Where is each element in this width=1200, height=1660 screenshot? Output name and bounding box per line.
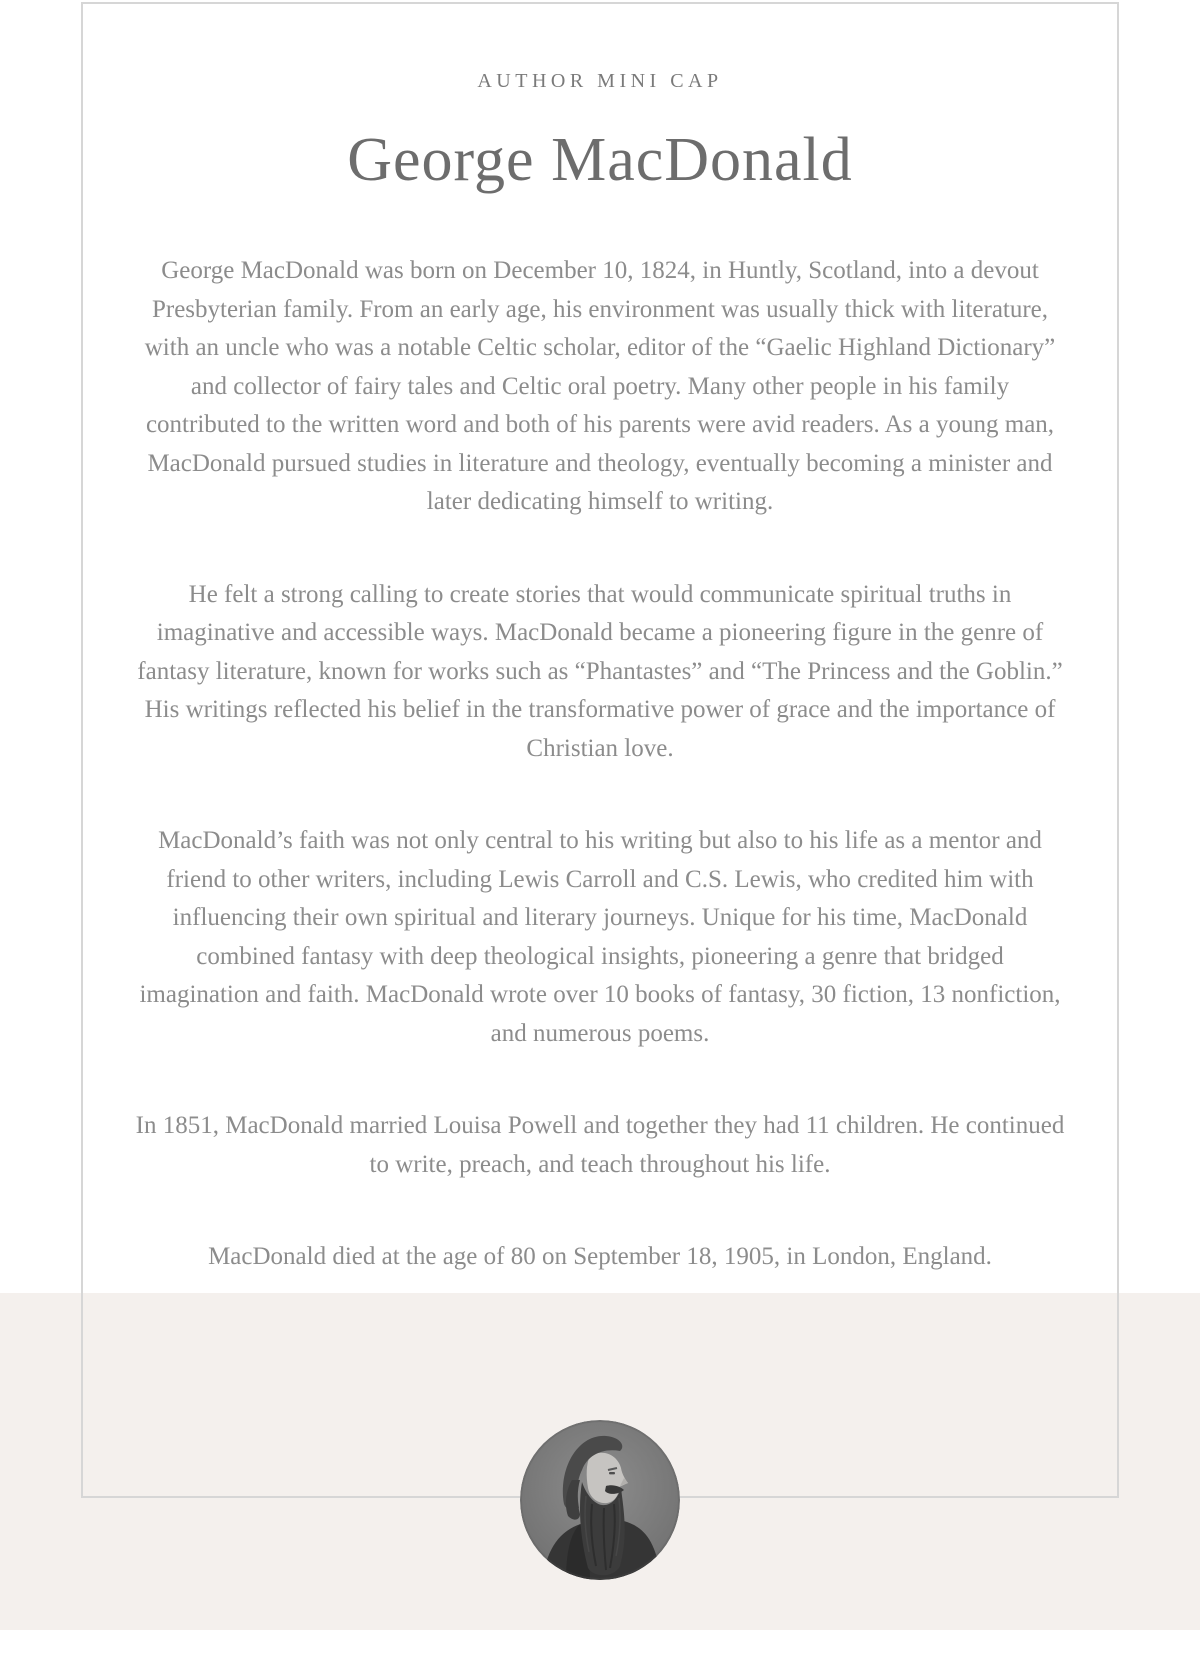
- author-bio-card: [81, 2, 1119, 1498]
- bio-paragraph: MacDonald’s faith was not only central to his writing but also to his life as a mentor and friend to other writers, including Lewis Carroll and C.S. Lewis, who credited him with influencing their own spiritual and literary journeys. Unique for his time, MacDonald combined fantasy with deep theological insights, pioneering a genre that bridged imagination and faith. MacDonald wrote over 10 books of fantasy, 30 fiction, 13 nonfiction, and numerous poems.: [139, 827, 1061, 1047]
- bio-paragraph: George MacDonald was born on December 10, 1824, in Huntly, Scotland, into a devout Presbyterian family. From an early age, his environment was usually thick with literature, with an uncle who was a notable Celtic scholar, editor of the “Gaelic Highland Dictionary” and collector of fairy tales and Celtic oral poetry. Many other people in his family contributed to the written word and both of his parents were avid readers. As a young man, MacDonald pursued studies in literature and theology, eventually becoming a minister and later dedicating himself to writing.: [144, 257, 1056, 515]
- bio-text-block: [135, 252, 1065, 1277]
- card-content: [83, 4, 1117, 1277]
- bio-paragraph: In 1851, MacDonald married Louisa Powell and together they had 11 children. He continued to write, preach, and teach throughout his life.: [135, 1112, 1065, 1178]
- bio-paragraph: He felt a strong calling to create stories that would communicate spiritual truths in imaginative and accessible ways. MacDonald became a pioneering figure in the genre of fantasy literature, known for works such as “Phantastes” and “The Princess and the Goblin.” His writings reflected his belief in the transformative power of grace and the importance of Christian love.: [137, 580, 1063, 762]
- author-portrait-photo: [520, 1420, 680, 1580]
- eyebrow-caption: AUTHOR MINI CAP: [477, 70, 723, 92]
- closing-line: MacDonald died at the age of 80 on September 18, 1905, in London, England.: [208, 1243, 992, 1270]
- page-title: George MacDonald: [347, 126, 853, 194]
